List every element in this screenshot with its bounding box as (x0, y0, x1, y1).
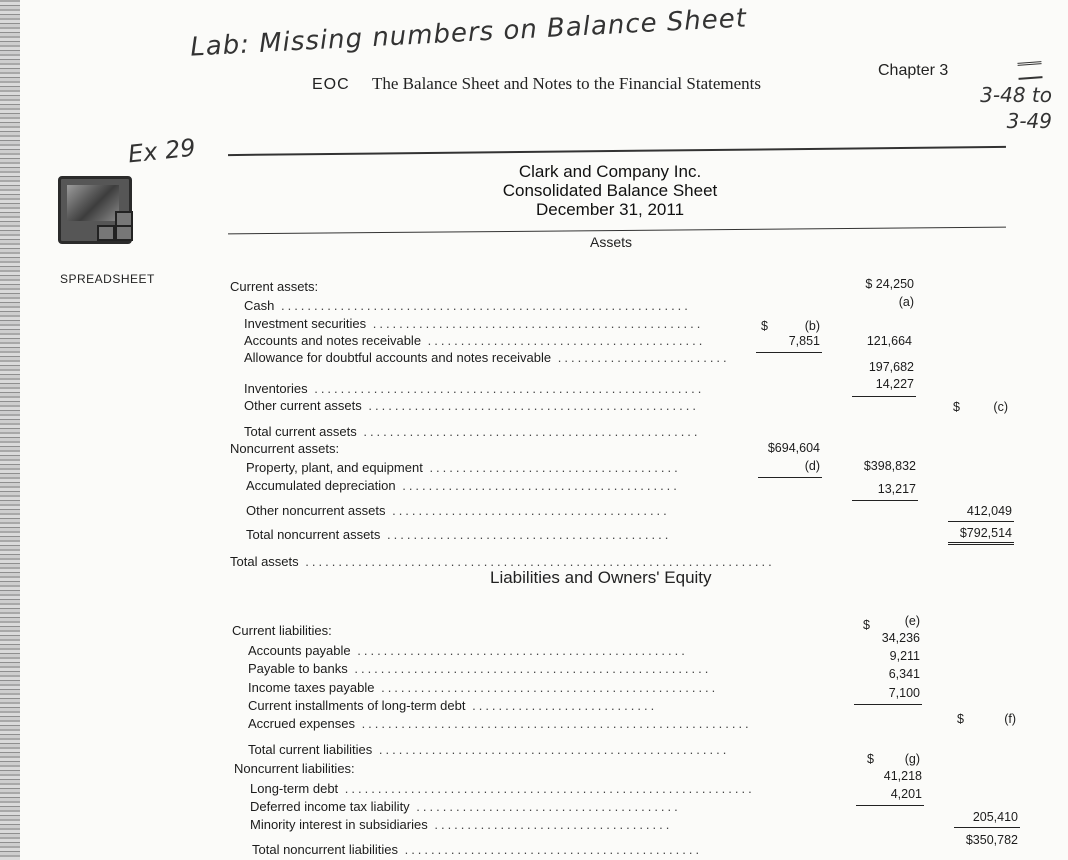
leader-dots: ........................................................... (307, 381, 705, 396)
handwritten-page-range (962, 82, 1052, 134)
leader-dots: .............................................................. (274, 298, 691, 313)
deferred-tax-value: 41,218 (883, 769, 922, 783)
total-assets-row (230, 554, 775, 569)
accounts-payable-value: (e) (904, 614, 920, 628)
statement-title: Consolidated Balance Sheet (502, 181, 718, 200)
total-assets-label: Total assets (230, 554, 299, 569)
minority-interest-value: 4,201 (890, 787, 922, 801)
total-noncurrent-assets-value: 412,049 (966, 504, 1012, 518)
deferred-tax-row (250, 799, 681, 814)
current-installments-value: 6,341 (888, 667, 920, 681)
eoc-label: EOC (312, 76, 350, 93)
accounts-receivable-label: Accounts and notes receivable (244, 333, 422, 348)
minority-underline (856, 805, 924, 806)
leader-dots: .................................... (427, 817, 673, 832)
total-noncurrent-assets-label: Total noncurrent assets (246, 527, 381, 542)
accumulated-depreciation-value: (d) (804, 459, 820, 473)
other-noncurrent-assets-label: Other noncurrent assets (246, 503, 386, 518)
total-current-assets-label: Total current assets (244, 424, 357, 439)
handwritten-page-end: 3-49 (1006, 109, 1052, 133)
handwritten-title: Lab: Missing numbers on Balance Sheet (189, 3, 748, 63)
section-title: The Balance Sheet and Notes to the Financial Statements (372, 74, 761, 93)
company-name: Clark and Company Inc. (518, 162, 702, 181)
payable-to-banks-row (248, 661, 711, 676)
income-taxes-label: Income taxes payable (248, 680, 375, 695)
allowance-value: 7,851 (788, 334, 820, 348)
leader-dots: ................................................... (356, 424, 701, 439)
accounts-payable-dollar: $ (863, 618, 870, 632)
current-installments-row (248, 698, 657, 713)
total-current-assets-row (244, 424, 701, 439)
leader-dots: ............................................. (397, 842, 703, 857)
leader-dots: ........................................ (409, 799, 681, 814)
noncurrent-total-underline (948, 521, 1014, 522)
total-noncurrent-liabilities-label: Total noncurrent liabilities (252, 842, 398, 857)
leader-dots: ........................................................... (354, 716, 752, 731)
receivables-net-value: 121,664 (866, 334, 912, 348)
handwritten-page-start: 3-48 to (980, 83, 1052, 107)
other-noncurrent-underline (852, 500, 918, 501)
cash-label: Cash (244, 298, 275, 313)
current-installments-label: Current installments of long-term debt (248, 698, 466, 713)
total-current-assets-value: (c) (993, 400, 1008, 414)
leader-dots: ............................ (465, 698, 658, 713)
total-assets-value: $792,514 (959, 526, 1012, 540)
accumulated-depreciation-row (246, 478, 680, 493)
accumulated-depreciation-label: Accumulated depreciation (246, 478, 396, 493)
spreadsheet-cell (97, 225, 115, 241)
spreadsheet-icon (58, 176, 132, 244)
ppe-row (246, 460, 681, 475)
current-assets-label: Current assets: (230, 279, 319, 294)
chapter-label: Chapter 3 (878, 62, 949, 79)
stamp-icon (1017, 61, 1042, 80)
payable-to-banks-label: Payable to banks (248, 661, 348, 676)
allowance-row (244, 350, 730, 365)
leader-dots: .......................... (551, 350, 730, 365)
inventories-value: 197,682 (868, 360, 914, 374)
total-current-liabilities-dollar: $ (957, 712, 964, 726)
ppe-label: Property, plant, and equipment (246, 460, 423, 475)
long-term-debt-value: (g) (904, 752, 920, 766)
payable-to-banks-value: 34,236 (881, 631, 920, 645)
accrued-expenses-label: Accrued expenses (248, 716, 355, 731)
other-current-assets-label: Other current assets (244, 398, 362, 413)
total-noncurrent-liabilities-value: 205,410 (972, 810, 1018, 824)
top-rule (228, 146, 1006, 156)
accrued-expenses-value: 7,100 (888, 686, 920, 700)
leader-dots: ..................................................... (372, 742, 730, 757)
income-taxes-row (248, 680, 718, 695)
accounts-payable-label: Accounts payable (248, 643, 351, 658)
noncurrent-liabilities-label: Noncurrent liabilities: (234, 761, 355, 776)
leader-dots: .......................................... (385, 503, 670, 518)
income-taxes-value: 9,211 (889, 649, 920, 663)
liabilities-heading: Liabilities and Owners' Equity (490, 568, 712, 587)
assets-heading: Assets (590, 234, 633, 250)
allowance-underline (756, 352, 822, 353)
accrued-underline (854, 704, 922, 705)
other-current-assets-value: 14,227 (875, 377, 914, 391)
total-current-liabilities-label: Total current liabilities (248, 742, 373, 757)
inventories-row (244, 381, 704, 396)
accounts-receivable-dollar: $ (761, 319, 768, 333)
noncurrent-liab-underline (954, 827, 1020, 828)
noncurrent-assets-label: Noncurrent assets: (230, 441, 340, 456)
allowance-label: Allowance for doubtful accounts and notes receivable (244, 350, 552, 365)
other-noncurrent-assets-row (246, 503, 670, 518)
leader-dots: .............................................................. (338, 781, 755, 796)
leader-dots: ................................................... (374, 680, 719, 695)
leader-dots: ........................................... (380, 527, 672, 542)
long-term-debt-dollar: $ (867, 752, 874, 766)
leader-dots: ...................................................... (347, 661, 712, 676)
investment-securities-row (244, 316, 703, 331)
total-assets-double-underline (948, 542, 1014, 545)
leader-dots: .................................................. (366, 316, 704, 331)
accounts-receivable-value: (b) (804, 319, 820, 333)
long-term-debt-label: Long-term debt (250, 781, 339, 796)
minority-interest-row (250, 817, 672, 832)
scan-edge (0, 0, 20, 860)
investment-securities-label: Investment securities (244, 316, 367, 331)
current-liabilities-label: Current liabilities: (232, 623, 332, 638)
leader-dots: .................................................. (350, 643, 688, 658)
leader-dots: .......................................... (395, 478, 680, 493)
statement-date: December 31, 2011 (535, 200, 685, 219)
spreadsheet-label: SPREADSHEET (60, 272, 155, 286)
leader-dots: ...................................... (422, 460, 681, 475)
total-noncurrent-assets-row (246, 527, 671, 542)
leader-dots: .................................................. (361, 398, 699, 413)
deferred-tax-label: Deferred income tax liability (250, 799, 410, 814)
investment-securities-value: (a) (898, 295, 914, 309)
long-term-debt-row (250, 781, 755, 796)
depreciation-underline (758, 477, 822, 478)
minority-interest-label: Minority interest in subsidiaries (250, 817, 428, 832)
total-liabilities-value: $350,782 (965, 833, 1018, 847)
handwritten-exercise-label: Ex 29 (126, 133, 197, 169)
total-current-liabilities-value: (f) (1004, 712, 1016, 726)
cash-value: $ 24,250 (865, 277, 914, 291)
spreadsheet-screen (67, 185, 119, 221)
total-current-assets-dollar: $ (953, 400, 960, 414)
other-current-underline (852, 396, 916, 397)
ppe-net-value: $398,832 (863, 459, 916, 473)
leader-dots: ....................................................................... (298, 554, 775, 569)
total-current-liabilities-row (248, 742, 729, 757)
inventories-label: Inventories (244, 381, 308, 396)
accounts-receivable-row (244, 333, 705, 348)
spreadsheet-cell (115, 225, 133, 241)
leader-dots: .......................................... (421, 333, 706, 348)
accounts-payable-row (248, 643, 688, 658)
other-noncurrent-assets-value: 13,217 (877, 482, 916, 496)
total-noncurrent-liabilities-row (252, 842, 702, 857)
other-current-assets-row (244, 398, 699, 413)
ppe-value: $694,604 (767, 441, 820, 455)
accrued-expenses-row (248, 716, 752, 731)
cash-row (244, 298, 691, 313)
